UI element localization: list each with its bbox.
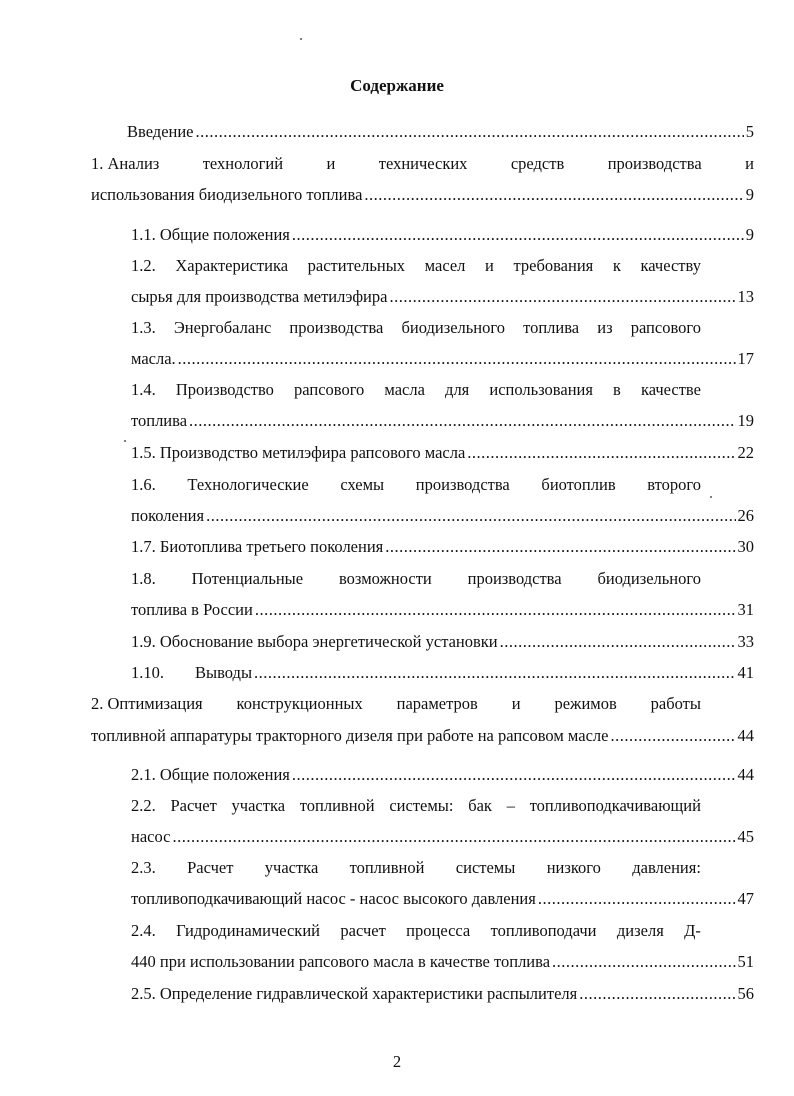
toc-page-number: 56	[737, 984, 754, 1003]
dot-leader	[292, 225, 744, 245]
scan-speck	[710, 496, 712, 498]
toc-entry-1-3-line1	[131, 318, 701, 338]
dot-leader	[389, 287, 735, 307]
word: топливоподачи	[490, 921, 597, 940]
word: топливной	[299, 796, 375, 815]
word: конструкционных	[236, 694, 363, 713]
toc-entry-text: Выводы	[195, 663, 253, 682]
toc-page-number: 33	[737, 632, 754, 651]
toc-entry-2-4-line2	[131, 952, 754, 972]
dot-leader	[196, 122, 744, 142]
toc-page-number: 17	[737, 349, 754, 368]
dot-leader	[255, 600, 736, 620]
toc-entry-2-1	[131, 765, 754, 785]
toc-entry-text: 440 при использовании рапсового масла в качестве топлива	[131, 952, 551, 971]
word: 1.3.	[131, 318, 156, 337]
toc-entry-2-3-line1	[131, 858, 701, 878]
word: из	[597, 318, 613, 337]
toc-page-number: 44	[737, 726, 754, 745]
word: рапсового	[630, 318, 701, 337]
toc-entry-text: масла.	[131, 349, 176, 368]
word: 1.2.	[131, 256, 156, 275]
dot-leader	[364, 185, 743, 205]
toc-entry-text: топливной аппаратуры тракторного дизеля при работе на рапсовом масле	[91, 726, 609, 745]
toc-page-number: 51	[737, 952, 754, 971]
word: процесса	[406, 921, 471, 940]
scan-speck	[300, 38, 302, 40]
word: расчет	[340, 921, 386, 940]
word: биодизельного	[597, 569, 701, 588]
toc-entry-1-2-line2	[131, 287, 754, 307]
word: 1.8.	[131, 569, 156, 588]
dot-leader	[189, 411, 735, 431]
word: Расчет	[187, 858, 234, 877]
toc-entry-1-2-line1	[131, 256, 701, 276]
word: системы:	[389, 796, 454, 815]
toc-entry-1-line2	[91, 185, 754, 205]
toc-entry-1-9	[131, 632, 754, 652]
word: биотоплив	[541, 475, 616, 494]
word: режимов	[554, 694, 617, 713]
toc-page-number: 44	[737, 765, 754, 784]
toc-entry-1-4-line2	[131, 411, 754, 431]
toc-page-number: 13	[737, 287, 754, 306]
word: системы	[455, 858, 516, 877]
word: топливной	[349, 858, 425, 877]
word: топливоподкачивающий	[529, 796, 701, 815]
word: средств	[510, 154, 565, 173]
word: топлива	[523, 318, 580, 337]
dot-leader	[292, 765, 736, 785]
word: 2.2.	[131, 796, 156, 815]
toc-entry-text: использования биодизельного топлива	[91, 185, 363, 204]
word: участка	[264, 858, 319, 877]
word: 2.4.	[131, 921, 156, 940]
toc-entry-text: поколения	[131, 506, 205, 525]
word: производства	[607, 154, 702, 173]
word: и	[326, 154, 336, 173]
toc-entry-1-8-line1	[131, 569, 701, 589]
word: 2.3.	[131, 858, 156, 877]
toc-entry-1-3-line2	[131, 349, 754, 369]
word: Характеристика	[175, 256, 289, 275]
word: производства	[415, 475, 510, 494]
word: участка	[231, 796, 286, 815]
toc-entry-1-5	[131, 443, 754, 463]
dot-leader	[538, 889, 736, 909]
toc-entry-text: насос	[131, 827, 171, 846]
word: в	[613, 380, 621, 399]
dot-leader	[254, 663, 735, 683]
dot-leader	[178, 349, 736, 369]
dot-leader	[610, 726, 735, 746]
toc-entry-1-line1	[91, 154, 754, 174]
toc-entry-text: сырья для производства метилэфира	[131, 287, 388, 306]
toc-entry-number: 1.10.	[131, 663, 164, 682]
toc-entry-text: 2.1. Общие положения	[131, 765, 290, 784]
word: второго	[647, 475, 701, 494]
toc-entry-1-4-line1	[131, 380, 701, 400]
word: Технологические	[187, 475, 309, 494]
word: качестве	[640, 380, 701, 399]
toc-entry-text: Введение	[127, 122, 194, 141]
word: 2. Оптимизация	[91, 694, 203, 713]
dot-leader	[552, 952, 735, 972]
page-number: 2	[392, 1052, 402, 1071]
word: бак	[468, 796, 492, 815]
toc-entry-text: топлива	[131, 411, 188, 430]
word: Д-	[684, 921, 701, 940]
toc-entry-2-line1	[91, 694, 701, 714]
word: дизеля	[616, 921, 664, 940]
word: 1.6.	[131, 475, 156, 494]
word: параметров	[396, 694, 478, 713]
word: масел	[424, 256, 466, 275]
toc-page-number: 5	[745, 122, 754, 141]
word: масла	[384, 380, 425, 399]
toc-page-number: 47	[737, 889, 754, 908]
word: использования	[489, 380, 593, 399]
dot-leader	[385, 537, 735, 557]
word: –	[506, 796, 515, 815]
toc-entry-2-line2	[91, 726, 754, 746]
dot-leader	[500, 632, 736, 652]
word: Гидродинамический	[176, 921, 320, 940]
word: и	[511, 694, 521, 713]
word: требования	[513, 256, 594, 275]
toc-entry-text: 2.5. Определение гидравлической характеристики распылителя	[131, 984, 578, 1003]
toc-entry-2-5	[131, 984, 754, 1004]
toc-entry-text: 1.9. Обоснование выбора энергетической установки	[131, 632, 498, 651]
word: Расчет	[170, 796, 217, 815]
toc-entry-text: 1.5. Производство метилэфира рапсового масла	[131, 443, 466, 462]
toc-entry-1-1	[131, 225, 754, 245]
toc-page-number: 41	[737, 663, 754, 682]
toc-entry-2-4-line1	[131, 921, 701, 941]
toc-entry-2-2-line2	[131, 827, 754, 847]
toc-page-number: 22	[737, 443, 754, 462]
toc-page-number: 30	[737, 537, 754, 556]
toc-entry-2-3-line2	[131, 889, 754, 909]
toc-entry-text: 1.1. Общие положения	[131, 225, 290, 244]
toc-page-number: 31	[737, 600, 754, 619]
toc-entry-1-6-line2	[131, 506, 754, 526]
word: рапсового	[294, 380, 365, 399]
word: технологий	[202, 154, 284, 173]
word: схемы	[340, 475, 385, 494]
word: давления:	[632, 858, 701, 877]
word: биодизельного	[401, 318, 505, 337]
word: Энергобаланс	[173, 318, 272, 337]
dot-leader	[172, 827, 735, 847]
toc-page-number: 9	[745, 225, 754, 244]
toc-entry-2-2-line1	[131, 796, 701, 816]
toc-entry-text: 1.7. Биотоплива третьего поколения	[131, 537, 384, 556]
word: технических	[378, 154, 468, 173]
word: работы	[650, 694, 701, 713]
word: растительных	[307, 256, 406, 275]
word: и	[745, 154, 754, 173]
toc-entry-text: топлива в России	[131, 600, 253, 619]
word: Потенциальные	[191, 569, 304, 588]
toc-page-number: 26	[737, 506, 754, 525]
toc-page-number: 9	[745, 185, 754, 204]
word: качеству	[640, 256, 701, 275]
toc-entry-text: топливоподкачивающий насос - насос высокого давления	[131, 889, 536, 908]
word: и	[485, 256, 494, 275]
dot-leader	[467, 443, 735, 463]
toc-entry-1-7	[131, 537, 754, 557]
toc-page-number: 45	[737, 827, 754, 846]
word: 1. Анализ	[91, 154, 160, 173]
word: возможности	[338, 569, 432, 588]
word: Производство	[175, 380, 274, 399]
dot-leader	[579, 984, 735, 1004]
word: к	[612, 256, 621, 275]
toc-entry-1-10	[131, 663, 754, 683]
toc-page-number: 19	[737, 411, 754, 430]
word: для	[445, 380, 470, 399]
word: производства	[289, 318, 384, 337]
scan-speck	[124, 440, 126, 442]
word: производства	[467, 569, 562, 588]
dot-leader	[206, 506, 735, 526]
word: низкого	[546, 858, 601, 877]
toc-entry-1-6-line1	[131, 475, 701, 495]
toc-entry-1-8-line2	[131, 600, 754, 620]
toc-entry-intro	[127, 122, 754, 142]
page-title: Содержание	[350, 76, 444, 95]
word: 1.4.	[131, 380, 156, 399]
